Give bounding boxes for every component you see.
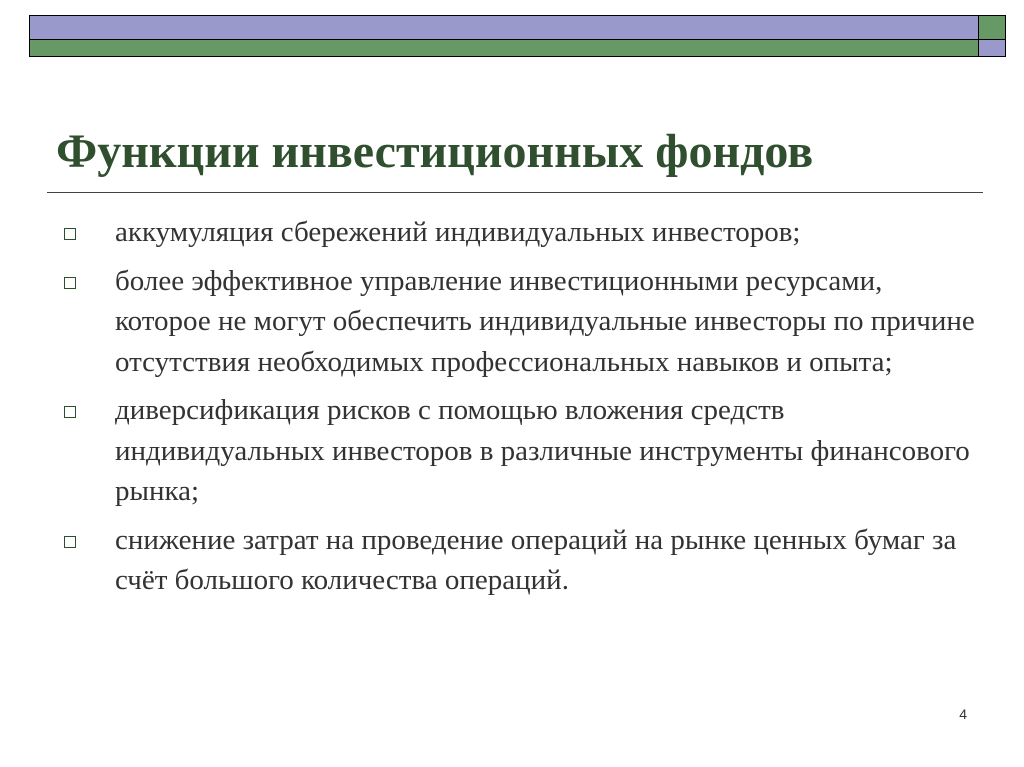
header-band-violet	[29, 15, 979, 40]
square-bullet-icon	[64, 277, 76, 289]
bullet-item	[60, 390, 980, 512]
bullet-item	[60, 261, 980, 383]
title-divider	[47, 192, 983, 193]
bullet-item	[60, 520, 980, 601]
square-bullet-icon	[64, 406, 76, 418]
square-bullet-icon	[64, 228, 76, 240]
header-square-green	[978, 15, 1006, 40]
bullet-text: аккумуляция сбережений индивидуальных инвесторов;	[115, 216, 801, 248]
header-square-violet	[978, 39, 1006, 57]
bullet-list	[60, 212, 980, 609]
page-number: 4	[959, 706, 967, 722]
square-bullet-icon	[64, 536, 76, 548]
bullet-text: более эффективное управление инвестиционными ресурсами, которое не могут обеспечить индивидуальные инвесторы по причине отсутствия необходимых профессиональных навыков и опыта;	[115, 264, 975, 378]
bullet-item	[60, 212, 980, 253]
slide-title: Функции инвестиционных фондов	[56, 125, 814, 178]
bullet-text: диверсификация рисков с помощью вложения средств индивидуальных инвесторов в различные инструменты финансового рынка;	[115, 394, 970, 507]
header-band-green	[29, 39, 979, 57]
bullet-text: снижение затрат на проведение операций на рынке ценных бумаг за счёт большого количества операций.	[115, 523, 957, 596]
